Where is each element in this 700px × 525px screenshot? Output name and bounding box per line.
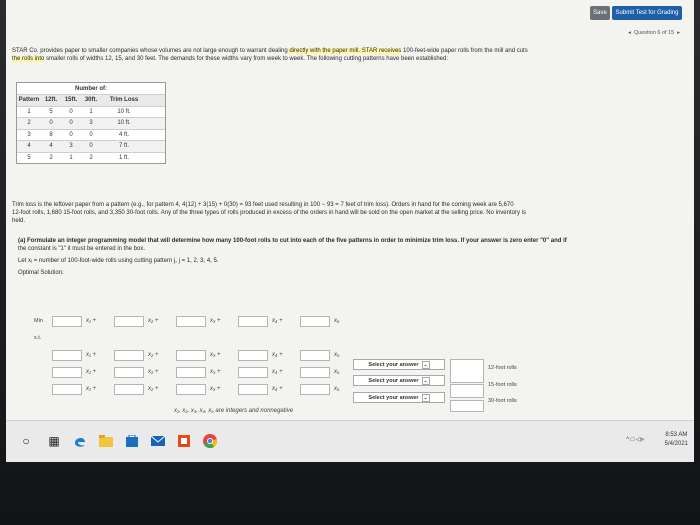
chevron-down-icon: ⌄: [423, 377, 428, 384]
column-header: Trim Loss: [109, 97, 139, 104]
table-cell: 1 ft.: [118, 154, 129, 161]
table-row: [17, 152, 165, 164]
office-icon[interactable]: [176, 433, 192, 449]
table-cell: 3: [27, 131, 31, 138]
table-cell: 3: [89, 120, 93, 127]
table-cell: 3: [69, 143, 73, 150]
variable-label: x₁ +: [86, 369, 97, 375]
variable-label: x₅: [334, 386, 340, 392]
table-row: [17, 140, 165, 152]
constraint3-coefficient-x5[interactable]: [300, 384, 330, 395]
constraint1-coefficient-x3[interactable]: [176, 350, 206, 361]
table-cell: 10 ft.: [117, 108, 131, 115]
task-view-icon[interactable]: ▦: [48, 434, 60, 448]
variable-label: x₁ +: [86, 318, 97, 324]
constraint2-coefficient-x5[interactable]: [300, 367, 330, 378]
table-cell: 5: [27, 154, 31, 161]
select-placeholder: Select your answer: [368, 377, 419, 384]
select-placeholder: Select your answer: [368, 394, 419, 401]
next-question-icon[interactable]: ▸: [677, 30, 680, 36]
variable-label: x₅: [334, 318, 340, 324]
paragraph-line: 12-foot rolls, 1,680 15-foot rolls, and 3,350 30-foot rolls. Any of the three types of rolls produced in excess of the orders in hand will be sold on the open market at the selling price. No inventory is: [12, 210, 526, 216]
constraint3-coefficient-x1[interactable]: [52, 384, 82, 395]
paragraph-line: (a) Formulate an integer programming model that will determine how many 100-foot rolls to cut into each of the five patterns in order to minimize trim loss. If your answer is zero enter "0" and if: [18, 238, 567, 244]
question-counter: Question 6 of 15: [633, 30, 675, 36]
intro-text: STAR Co. provides paper to smaller companies whose volumes are not large enough to warrant dealing: [12, 48, 290, 54]
rhs-label: 12-foot rolls: [488, 365, 517, 371]
paragraph-line: Let xⱼ = number of 100-foot-wide rolls using cutting pattern j, j = 1, 2, 3, 4, 5.: [18, 258, 219, 264]
variable-label: x₂ +: [148, 386, 159, 392]
table-cell: 0: [49, 120, 53, 127]
edge-browser-icon[interactable]: [72, 433, 88, 449]
select-placeholder: Select your answer: [368, 361, 419, 368]
variable-label: x₂ +: [148, 352, 159, 358]
table-cell: 4 ft.: [118, 131, 129, 138]
submit-test-button[interactable]: Submit Test for Grading: [612, 6, 682, 20]
objective-coefficient-x1[interactable]: [52, 316, 82, 327]
rhs-label: 30-foot rolls: [488, 398, 517, 404]
paragraph-line: held.: [12, 218, 26, 224]
table-row: [17, 106, 165, 118]
objective-coefficient-x4[interactable]: [238, 316, 268, 327]
table-cell: 0: [69, 108, 73, 115]
table-cell: 0: [89, 143, 93, 150]
constraint2-coefficient-x2[interactable]: [114, 367, 144, 378]
prev-question-icon[interactable]: ◂: [628, 30, 631, 36]
variable-label: x₃ +: [210, 352, 221, 358]
table-cell: 2: [49, 154, 53, 161]
question-navigation: [628, 30, 680, 36]
constraint1-relation-select[interactable]: [353, 359, 445, 370]
subject-to-label: s.t.: [34, 335, 42, 341]
intro-text: smaller rolls of widths 12, 15, and 30 feet. The demands for these widths vary from week to week. The following cutting patterns have been established:: [44, 56, 449, 62]
constraint3-coefficient-x2[interactable]: [114, 384, 144, 395]
constraint1-coefficient-x4[interactable]: [238, 350, 268, 361]
screen: [6, 0, 694, 462]
objective-coefficient-x5[interactable]: [300, 316, 330, 327]
variable-label: x₅: [334, 369, 340, 375]
constraint2-coefficient-x4[interactable]: [238, 367, 268, 378]
table-group-header: Number of:: [75, 85, 107, 92]
constraint1-coefficient-x5[interactable]: [300, 350, 330, 361]
table-header-row: [17, 94, 165, 106]
save-button[interactable]: Save: [590, 6, 610, 20]
table-cell: 8: [49, 131, 53, 138]
constraint2-coefficient-x1[interactable]: [52, 367, 82, 378]
constraint1-coefficient-x2[interactable]: [114, 350, 144, 361]
table-cell: 0: [69, 120, 73, 127]
table-cell: 5: [49, 108, 53, 115]
table-cell: 1: [69, 154, 73, 161]
column-header: 12ft.: [44, 97, 58, 104]
table-cell: 4: [27, 143, 31, 150]
clock-date: 5/4/2021: [664, 441, 688, 447]
clock[interactable]: [665, 431, 688, 449]
constraint3-relation-select[interactable]: [353, 392, 445, 403]
intro-highlight: the rolls into: [12, 56, 45, 62]
table-cell: 1: [89, 108, 93, 115]
variable-label: x₄ +: [272, 352, 283, 358]
variable-label: x₃ +: [210, 369, 221, 375]
constraint2-relation-select[interactable]: [353, 375, 445, 386]
part-a-paragraph: [18, 237, 694, 277]
constraint2-rhs-input[interactable]: [450, 384, 484, 398]
table-row: [17, 117, 165, 129]
variable-label: x₃ +: [210, 318, 221, 324]
constraint1-coefficient-x1[interactable]: [52, 350, 82, 361]
trim-loss-paragraph: [12, 201, 688, 225]
nonnegativity-constraint: x₁, x₂, x₃, x₄, x₅ are integers and nonnegative: [174, 408, 294, 414]
variable-label: x₄ +: [272, 318, 283, 324]
constraint2-coefficient-x3[interactable]: [176, 367, 206, 378]
objective-coefficient-x3[interactable]: [176, 316, 206, 327]
clock-time: 8:53 AM: [665, 432, 688, 438]
test-page: [6, 0, 694, 420]
paragraph-line: the constant is "1" it must be entered in the box.: [18, 246, 145, 252]
constraint3-rhs-input[interactable]: [450, 400, 484, 412]
table-row: [17, 129, 165, 141]
column-header: 30ft.: [84, 97, 98, 104]
table-cell: 0: [89, 131, 93, 138]
column-header: 15ft.: [64, 97, 78, 104]
variable-label: x₁ +: [86, 352, 97, 358]
intro-highlight: directly with the paper mill. STAR receives: [289, 48, 402, 54]
variable-label: x₅: [334, 352, 340, 358]
rhs-label: 15-foot rolls: [488, 382, 517, 388]
variable-label: x₁ +: [86, 386, 97, 392]
constraint3-coefficient-x3[interactable]: [176, 384, 206, 395]
variable-label: x₃ +: [210, 386, 221, 392]
variable-label: x₂ +: [148, 369, 159, 375]
file-explorer-icon[interactable]: [98, 433, 114, 449]
chrome-icon[interactable]: [202, 433, 218, 449]
objective-coefficient-x2[interactable]: [114, 316, 144, 327]
intro-paragraph: [12, 47, 688, 63]
table-cell: 7 ft.: [118, 143, 129, 150]
paragraph-line: Trim loss is the leftover paper from a pattern (e.g., for pattern 4, 4(12) + 3(15) + 0(30) = 93 feet used resulting in 100 − 93 = 7 feet of trim loss). Orders in hand for the coming week are 5,670: [12, 202, 514, 208]
min-label: Min: [34, 318, 43, 324]
start-circle-icon[interactable]: ○: [22, 434, 30, 448]
variable-label: x₄ +: [272, 369, 283, 375]
paragraph-line: Optimal Solution:: [18, 270, 64, 276]
intro-text: 100-feet-wide paper rolls from the mill and cuts: [401, 48, 528, 54]
chevron-down-icon: ⌄: [423, 394, 428, 401]
constraint1-rhs-input[interactable]: [450, 359, 484, 383]
system-tray[interactable]: ^ □ ◁»: [626, 437, 644, 443]
constraint3-coefficient-x4[interactable]: [238, 384, 268, 395]
table-cell: 2: [89, 154, 93, 161]
cutting-patterns-table: [16, 82, 166, 164]
variable-label: x₂ +: [148, 318, 159, 324]
table-cell: 0: [69, 131, 73, 138]
table-cell: 4: [49, 143, 53, 150]
column-header: Pattern: [18, 97, 40, 104]
table-cell: 2: [27, 120, 31, 127]
variable-label: x₄ +: [272, 386, 283, 392]
store-icon[interactable]: [124, 433, 140, 449]
chevron-down-icon: ⌄: [423, 361, 428, 368]
table-cell: 10 ft.: [117, 120, 131, 127]
windows-taskbar: [6, 420, 694, 462]
table-cell: 1: [27, 108, 31, 115]
mail-icon[interactable]: [150, 433, 166, 449]
